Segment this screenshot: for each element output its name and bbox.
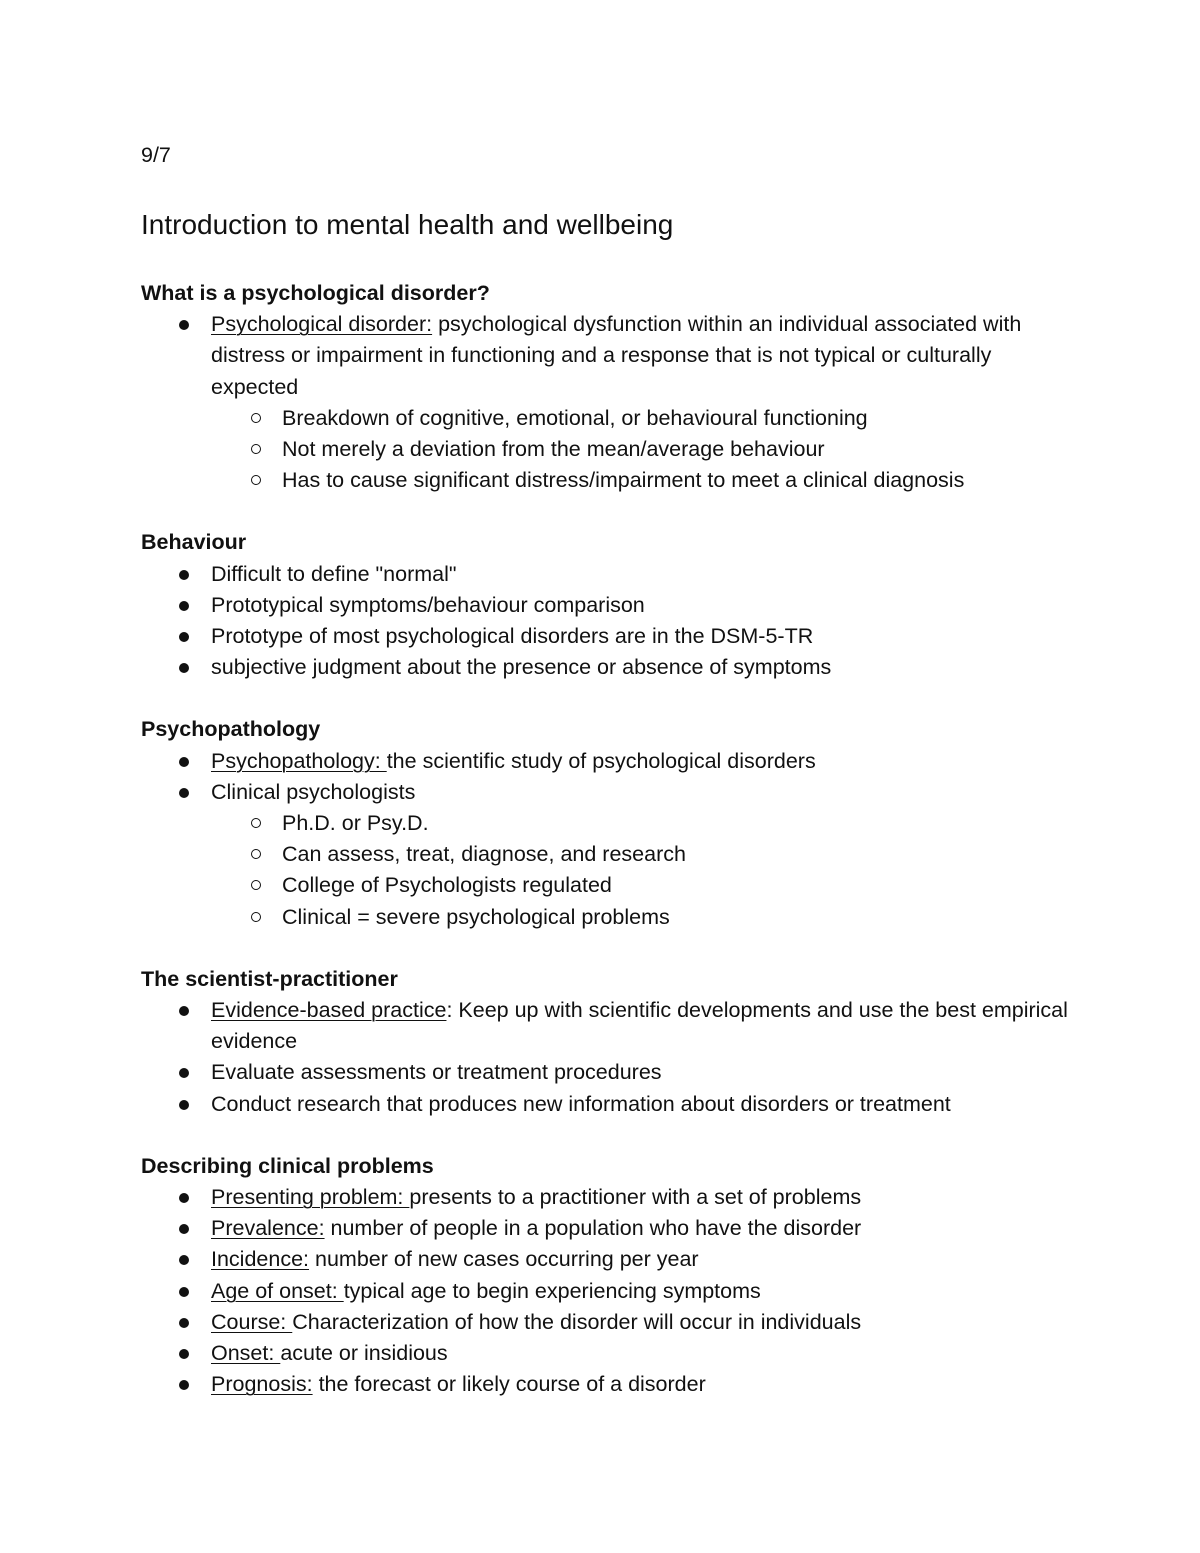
sub-bullet-list	[211, 403, 1071, 497]
section-psychopathology	[141, 714, 1071, 932]
definition-text: the forecast or likely course of a disorder	[312, 1372, 706, 1397]
section-psychological-disorder	[141, 278, 1071, 496]
list-item	[141, 309, 1071, 496]
hollow-bullet-icon	[251, 413, 261, 423]
term-label: Presenting problem:	[211, 1185, 410, 1210]
term-label: Psychopathology:	[211, 748, 387, 773]
sub-list-item	[141, 403, 1071, 434]
sub-list-item	[141, 839, 1071, 870]
list-item	[141, 777, 1071, 933]
section-heading: Describing clinical problems	[141, 1153, 434, 1178]
item-text: subjective judgment about the presence or absence of symptoms	[211, 655, 832, 680]
sub-list-item	[141, 870, 1071, 901]
filled-bullet-icon	[179, 757, 189, 767]
filled-bullet-icon	[179, 1349, 189, 1359]
hollow-bullet-icon	[251, 475, 261, 485]
filled-bullet-icon	[179, 1287, 189, 1297]
list-item	[141, 1276, 1071, 1307]
definition-text: psychological dysfunction within an individual associated with distress or impairment in functioning and a response that is not typical or culturally expected	[211, 312, 1022, 399]
definition-text: : Keep up with scientific developments and use the best empirical evidence	[211, 998, 1068, 1054]
item-text: Clinical psychologists	[211, 779, 416, 804]
term-label: Incidence:	[211, 1247, 310, 1272]
list-item	[141, 995, 1071, 1057]
term-label: Psychological disorder:	[211, 312, 433, 337]
item-text: Prototype of most psychological disorders are in the DSM-5-TR	[211, 624, 814, 649]
list-item	[141, 1244, 1071, 1275]
term-label: Course:	[211, 1309, 293, 1334]
filled-bullet-icon	[179, 1006, 189, 1016]
section-heading: Behaviour	[141, 530, 247, 555]
section-scientist-practitioner	[141, 964, 1071, 1120]
section-behaviour	[141, 527, 1071, 683]
filled-bullet-icon	[179, 570, 189, 580]
sub-list-item	[141, 434, 1071, 465]
filled-bullet-icon	[179, 320, 189, 330]
item-text: Evaluate assessments or treatment procedures	[211, 1060, 662, 1085]
filled-bullet-icon	[179, 663, 189, 673]
term-label: Prevalence:	[211, 1216, 325, 1241]
hollow-bullet-icon	[251, 444, 261, 454]
filled-bullet-icon	[179, 601, 189, 611]
definition-text: acute or insidious	[280, 1341, 448, 1366]
list-item	[141, 1307, 1071, 1338]
term-label: Onset:	[211, 1341, 281, 1366]
filled-bullet-icon	[179, 788, 189, 798]
section-heading: Psychopathology	[141, 717, 321, 742]
sub-item-text: Can assess, treat, diagnose, and research	[282, 842, 686, 867]
bullet-list	[141, 1182, 1071, 1400]
list-item	[141, 1182, 1071, 1213]
sub-item-text: Ph.D. or Psy.D.	[282, 811, 429, 836]
list-item	[141, 1057, 1071, 1088]
bullet-list	[141, 309, 1071, 496]
filled-bullet-icon	[179, 1193, 189, 1203]
sub-item-text: College of Psychologists regulated	[282, 873, 612, 898]
list-item	[141, 746, 1071, 777]
section-heading: What is a psychological disorder?	[141, 281, 490, 305]
hollow-bullet-icon	[251, 880, 261, 890]
item-text: Conduct research that produces new information about disorders or treatment	[211, 1091, 951, 1116]
definition-text: presents to a practitioner with a set of problems	[409, 1185, 862, 1210]
hollow-bullet-icon	[251, 849, 261, 859]
bullet-list	[141, 995, 1071, 1120]
definition-text: number of new cases occurring per year	[309, 1247, 699, 1272]
filled-bullet-icon	[179, 1068, 189, 1078]
filled-bullet-icon	[179, 1255, 189, 1265]
list-item	[141, 1213, 1071, 1244]
list-item	[141, 621, 1071, 652]
definition-text: Characterization of how the disorder will occur in individuals	[292, 1309, 862, 1334]
hollow-bullet-icon	[251, 912, 261, 922]
term-label: Prognosis:	[211, 1372, 313, 1397]
sub-item-text: Clinical = severe psychological problems	[282, 904, 670, 929]
sub-list-item	[141, 902, 1071, 933]
sub-item-text: Not merely a deviation from the mean/average behaviour	[282, 437, 825, 462]
list-item	[141, 652, 1071, 683]
sub-list-item	[141, 465, 1071, 496]
section-describing-clinical-problems	[141, 1151, 1071, 1401]
page-title: Introduction to mental health and wellbeing	[141, 209, 674, 240]
sub-item-text: Has to cause significant distress/impairment to meet a clinical diagnosis	[282, 468, 965, 493]
filled-bullet-icon	[179, 1318, 189, 1328]
item-text: Difficult to define "normal"	[211, 561, 457, 586]
list-item	[141, 1089, 1071, 1120]
list-item	[141, 559, 1071, 590]
hollow-bullet-icon	[251, 818, 261, 828]
filled-bullet-icon	[179, 1380, 189, 1390]
definition-text: the scientific study of psychological disorders	[386, 748, 816, 773]
filled-bullet-icon	[179, 1100, 189, 1110]
term-label: Age of onset:	[211, 1278, 344, 1303]
definition-text: typical age to begin experiencing symptoms	[343, 1278, 761, 1303]
bullet-list	[141, 559, 1071, 684]
sub-item-text: Breakdown of cognitive, emotional, or behavioural functioning	[282, 405, 868, 430]
document-page	[141, 140, 1071, 1401]
filled-bullet-icon	[179, 1224, 189, 1234]
sub-list-item	[141, 808, 1071, 839]
sub-bullet-list	[211, 808, 1071, 933]
list-item	[141, 1369, 1071, 1400]
item-text: Prototypical symptoms/behaviour comparison	[211, 592, 645, 617]
bullet-list	[141, 746, 1071, 933]
term-label: Evidence-based practice	[211, 998, 447, 1023]
filled-bullet-icon	[179, 632, 189, 642]
note-date: 9/7	[141, 143, 171, 167]
list-item	[141, 590, 1071, 621]
definition-text: number of people in a population who have the disorder	[324, 1216, 862, 1241]
section-heading: The scientist-practitioner	[141, 966, 398, 991]
list-item	[141, 1338, 1071, 1369]
